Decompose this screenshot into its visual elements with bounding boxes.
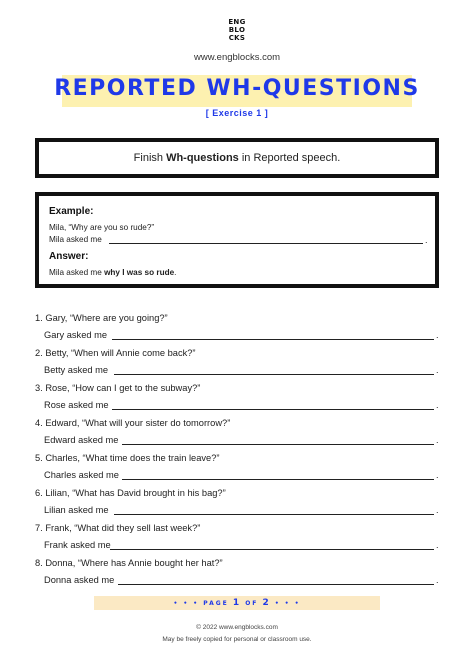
page-title: REPORTED WH-QUESTIONS [54,76,420,101]
answer-lead: Edward asked me [44,435,119,445]
answer-line[interactable] [122,479,434,480]
answer-period: . [436,365,439,375]
question-text: 7. Frank, “What did they sell last week?” [35,523,201,533]
answer-period: . [436,400,439,410]
page-total: 2 [262,598,271,608]
logo-line-2: BLO [228,26,246,34]
question-text: 8. Donna, “Where has Annie bought her hat?” [35,558,223,568]
page-number: 1 [232,598,242,608]
answer-lead: Donna asked me [44,575,115,585]
answer-lead: Gary asked me [44,330,108,340]
answer-line[interactable] [114,514,434,515]
question-text: 1. Gary, “Where are you going?” [35,313,168,323]
engblocks-logo [226,18,248,44]
answer-lead: Frank asked me [44,540,111,550]
site-url[interactable]: www.engblocks.com [193,52,281,63]
answer-line[interactable] [122,444,434,445]
logo-line-3: CKS [228,34,246,42]
example-answer-bold: why I was so rude [104,268,175,277]
instruction-box [35,138,439,178]
example-line-period: . [425,235,428,245]
exercise-label: [ Exercise 1 ] [205,108,269,118]
instruction-bold: Wh-questions [166,152,239,164]
instruction-text: Finish Wh-questions in Reported speech. [133,152,341,164]
example-answer-line [109,243,423,244]
example-box [35,192,439,288]
answer-lead: Rose asked me [44,400,109,410]
answer-period: . [436,330,439,340]
example-answer: Mila asked me why I was so rude. [49,268,177,277]
copy-note: May be freely copied for personal or classroom use. [162,636,312,643]
answer-period: . [436,505,439,515]
answer-label: Answer: [49,251,89,262]
answer-period: . [436,540,439,550]
question-text: 5. Charles, “What time does the train leave?” [35,453,220,463]
answer-period: . [436,435,439,445]
answer-period: . [436,575,439,585]
answer-lead: Lilian asked me [44,505,109,515]
answer-line[interactable] [112,409,434,410]
question-text: 4. Edward, “What will your sister do tomorrow?” [35,418,231,428]
answer-lead: Charles asked me [44,470,119,480]
logo-line-1: ENG [228,18,246,26]
question-text: 2. Betty, “When will Annie come back?” [35,348,196,358]
answer-period: . [436,470,439,480]
page-indicator: • • • PAGE 1 OF 2 • • • [94,596,380,610]
example-label: Example: [49,206,94,217]
answer-lead: Betty asked me [44,365,109,375]
answer-line[interactable] [114,374,434,375]
answer-line[interactable] [118,584,434,585]
copyright: © 2022 www.engblocks.com [196,624,278,631]
example-lead: Mila asked me [49,235,102,244]
example-quote: Mila, “Why are you so rude?” [49,223,155,232]
answer-line[interactable] [112,339,434,340]
answer-line[interactable] [110,549,434,550]
question-text: 3. Rose, “How can I get to the subway?” [35,383,201,393]
question-text: 6. Lilian, “What has David brought in his bag?” [35,488,226,498]
